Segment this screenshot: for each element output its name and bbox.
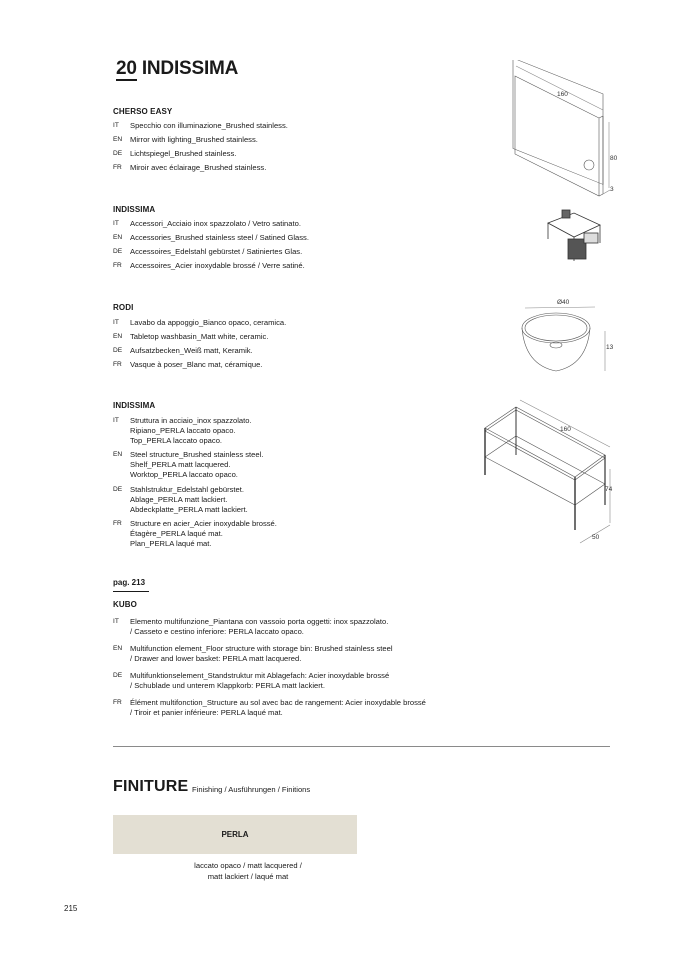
structure-width-label: 160 [560, 426, 571, 433]
finish-swatch-label: PERLA [221, 830, 249, 839]
section-title: INDISSIMA [113, 401, 156, 410]
section-title: RODI [113, 303, 134, 312]
lang-code: EN [113, 234, 123, 241]
spec-text: Accessori_Acciaio inox spazzolato / Vetro satinato. [130, 219, 301, 228]
spec-text: Specchio con illuminazione_Brushed stainless. [130, 121, 288, 130]
mirror-drawing [480, 60, 630, 200]
finishes-subtitle: Finishing / Ausführungen / Finitions [192, 785, 311, 794]
section-divider [113, 746, 610, 747]
spec-text: Structure en acier_Acier inoxydable brossé. Étagère_PERLA laqué mat. Plan_PERLA laqué mat. [130, 519, 277, 548]
spec-text: Lichtspiegel_Brushed stainless. [130, 149, 237, 158]
title-name: INDISSIMA [141, 58, 239, 79]
mirror-width-label: 160 [557, 91, 568, 98]
accessory-drawing [540, 205, 610, 270]
lang-code: IT [113, 618, 119, 625]
spec-text: Struttura in acciaio_inox spazzolato. Ripiano_PERLA laccato opaco. Top_PERLA laccato opaco. [130, 416, 252, 445]
lang-code: EN [113, 645, 123, 652]
mirror-depth-label: 3 [610, 186, 614, 193]
basin-diameter-label: Ø40 [557, 299, 570, 306]
lang-code: IT [113, 319, 119, 326]
spec-text: Accessoires_Acier inoxydable brossé / Verre satiné. [130, 261, 305, 270]
lang-code: DE [113, 150, 123, 157]
lang-code: DE [113, 347, 123, 354]
spec-text: Steel structure_Brushed stainless steel. Shelf_PERLA matt lacquered. Worktop_PERLA laccato opaco. [130, 450, 264, 479]
spec-text: Accessories_Brushed stainless steel / Satined Glass. [130, 233, 309, 242]
spec-text: Vasque à poser_Blanc mat, céramique. [130, 360, 263, 369]
spec-text: Miroir avec éclairage_Brushed stainless. [130, 163, 267, 172]
basin-drawing [515, 295, 625, 380]
finishes-title: FINITURE [113, 778, 189, 795]
finish-description-line: matt lackiert / laqué mat [207, 872, 289, 881]
page-number: 215 [64, 904, 78, 913]
page-reference-underline [113, 591, 149, 592]
section-title: CHERSO EASY [113, 107, 173, 116]
finish-description-line: laccato opaco / matt lacquered / [194, 861, 302, 870]
lang-code: FR [113, 164, 122, 171]
finish-description [113, 860, 383, 882]
structure-depth-label: 50 [592, 534, 600, 541]
lang-code: FR [113, 262, 122, 269]
lang-code: EN [113, 333, 123, 340]
spec-text: Accessoires_Edelstahl gebürstet / Satiniertes Glas. [130, 247, 303, 256]
lang-code: IT [113, 122, 119, 129]
title-number: 20 [116, 58, 137, 79]
lang-code: EN [113, 136, 123, 143]
spec-text: Mirror with lighting_Brushed stainless. [130, 135, 258, 144]
lang-code: IT [113, 220, 119, 227]
spec-text: Élément multifonction_Structure au sol avec bac de rangement: Acier inoxydable brossé / Tiroir et panier inférieure: PERLA laqué mat. [130, 698, 426, 717]
lang-code: FR [113, 520, 122, 527]
section-title: KUBO [113, 600, 137, 609]
lang-code: DE [113, 672, 123, 679]
structure-drawing [480, 395, 620, 550]
mirror-height-label: 80 [610, 155, 618, 162]
spec-text: Stahlstruktur_Edelstahl gebürstet. Ablage_PERLA matt lackiert. Abdeckplatte_PERLA matt lackiert. [130, 485, 248, 514]
spec-text: Aufsatzbecken_Weiß matt, Keramik. [130, 346, 253, 355]
spec-text: Lavabo da appoggio_Bianco opaco, ceramica. [130, 318, 287, 327]
spec-text: Multifunction element_Floor structure with storage bin: Brushed stainless steel / Drawer and lower basket: PERLA matt lacquered. [130, 644, 393, 663]
spec-text: Tabletop washbasin_Matt white, ceramic. [130, 332, 269, 341]
structure-height-label: 74 [605, 486, 613, 493]
lang-code: EN [113, 451, 123, 458]
lang-code: DE [113, 248, 123, 255]
spec-text: Elemento multifunzione_Piantana con vassoio porta oggetti: inox spazzolato. / Casseto e cestino inferiore: PERLA laccato opaco. [130, 617, 389, 636]
lang-code: FR [113, 361, 122, 368]
lang-code: IT [113, 417, 119, 424]
lang-code: DE [113, 486, 123, 493]
section-title: INDISSIMA [113, 205, 156, 214]
basin-height-label: 13 [606, 344, 614, 351]
page-title [116, 58, 238, 81]
lang-code: FR [113, 699, 122, 706]
page-reference: pag. 213 [113, 578, 146, 587]
spec-text: Multifunktionselement_Standstruktur mit Ablagefach: Acier inoxydable brossé / Schublade und unterem Klappkorb: PERLA matt lackiert. [130, 671, 390, 690]
